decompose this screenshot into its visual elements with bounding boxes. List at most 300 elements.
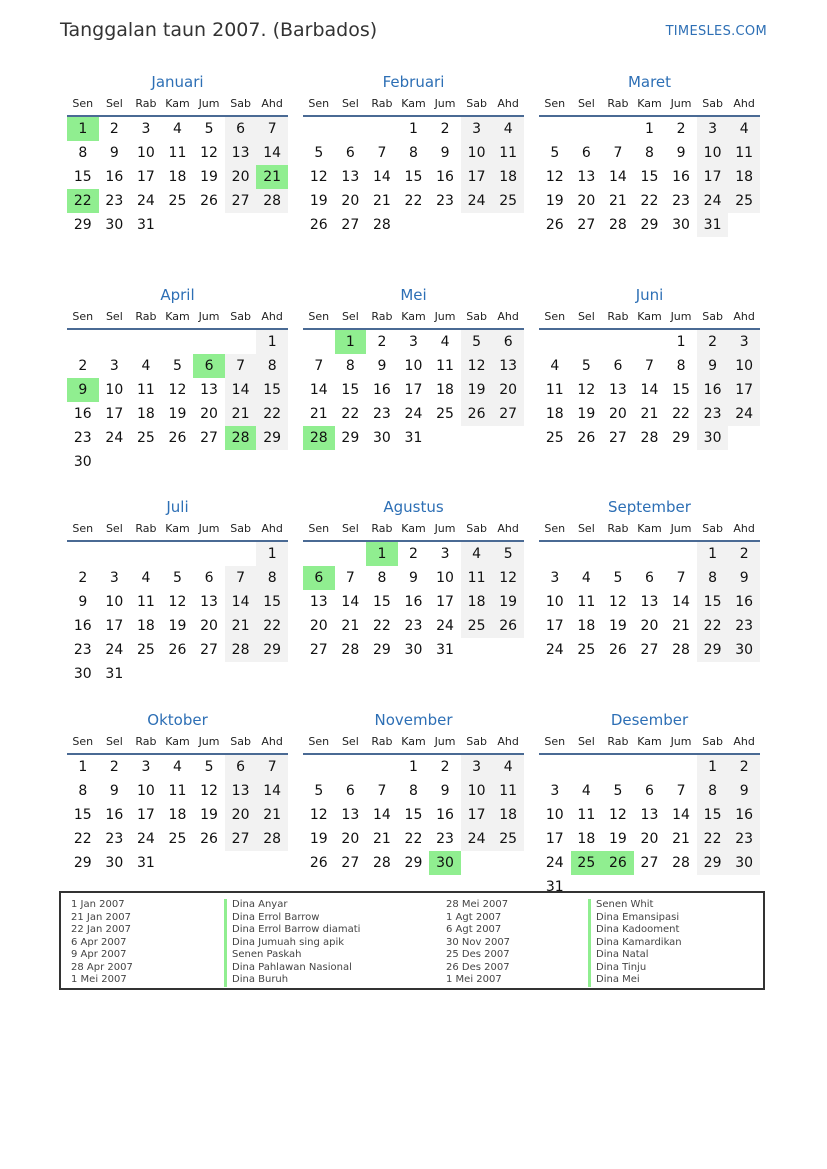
holiday-date: 28 Mei 2007: [446, 899, 509, 910]
day-cell: 31: [136, 854, 155, 871]
day-cell: 5: [173, 357, 182, 374]
day-cell: 21: [672, 830, 690, 847]
weekday-label: Sab: [702, 97, 723, 110]
day-cell: 30: [105, 217, 124, 233]
day-cell: 21: [672, 618, 690, 635]
day-cell: 1: [78, 758, 88, 775]
day-cell: 10: [105, 594, 124, 611]
empty-cell: [130, 542, 162, 566]
day-cell: 28: [341, 642, 360, 659]
day-cell: 7: [377, 782, 387, 799]
day-cell: 20: [341, 193, 360, 209]
week-row: [67, 141, 288, 165]
day-cell: 11: [168, 782, 187, 799]
day-cell: 3: [728, 330, 760, 354]
day-cell: 8: [78, 145, 88, 161]
week-row: [303, 566, 524, 590]
day-cell: 5: [613, 782, 623, 799]
day-cell: 28: [256, 189, 288, 213]
week-row: [539, 779, 760, 803]
weekday-label: Sen: [544, 97, 566, 110]
day-cell: 18: [577, 830, 596, 847]
week-row: [303, 542, 524, 566]
day-cell: 23: [728, 827, 760, 851]
day-cell: 31: [545, 878, 564, 895]
day-cell: 3: [697, 117, 729, 141]
day-cell: 1: [256, 330, 288, 354]
day-cell: 27: [200, 429, 218, 446]
day-cell: 3: [109, 570, 119, 587]
day-cell: 25: [136, 429, 155, 446]
weekday-label: Kam: [165, 734, 190, 748]
holiday-date: 1 Mei 2007: [71, 974, 127, 985]
day-cell: 30: [728, 638, 760, 662]
day-cell: 6: [204, 570, 214, 587]
day-cell: 18: [728, 165, 760, 189]
day-cell: 17: [545, 830, 564, 847]
day-cell: 8: [256, 566, 288, 590]
weekday-label: Jum: [670, 522, 692, 536]
day-cell: 25: [136, 642, 155, 659]
day-cell: 31: [136, 217, 155, 233]
day-cell: 19: [309, 193, 328, 209]
week-row: [303, 779, 524, 803]
weekday-label: Sel: [105, 97, 123, 110]
day-cell: 19: [309, 830, 328, 847]
holiday-name: Dina Tinju: [588, 962, 682, 975]
holiday-date: 28 Apr 2007: [71, 961, 133, 973]
day-cell: 1: [409, 758, 418, 775]
weekday-label: Ahd: [733, 522, 755, 536]
day-cell: 22: [672, 405, 690, 422]
weekday-label: Ahd: [261, 97, 283, 110]
day-cell: 19: [577, 405, 596, 422]
day-cell: 26: [461, 402, 493, 426]
day-cell: 19: [492, 590, 524, 614]
day-cell: 16: [73, 618, 92, 635]
week-row: [303, 803, 524, 827]
week-row: [67, 851, 288, 875]
day-cell: 8: [676, 357, 686, 374]
weekday-label: Sel: [577, 522, 595, 536]
day-cell: 28: [672, 642, 690, 659]
holiday-day-cell: 6: [303, 566, 335, 590]
weekday-label: Sen: [72, 522, 94, 536]
weekday-label: Sab: [702, 734, 723, 748]
holiday-name: Dina Mei: [588, 974, 682, 987]
day-cell: 24: [105, 642, 124, 659]
week-row: [539, 330, 760, 354]
day-cell: 29: [372, 642, 391, 659]
day-cell: 6: [581, 145, 591, 161]
day-cell: 10: [136, 145, 155, 161]
day-cell: 7: [225, 354, 257, 378]
day-cell: 27: [492, 402, 524, 426]
day-cell: 12: [608, 594, 627, 611]
holiday-date: 1 Mei 2007: [446, 974, 502, 985]
day-cell: 11: [136, 594, 155, 611]
weekday-label: Sab: [702, 522, 723, 536]
day-cell: 15: [372, 594, 391, 611]
holiday-day-cell: 1: [67, 117, 99, 141]
day-cell: 14: [309, 381, 328, 398]
week-row: [539, 566, 760, 590]
day-cell: 16: [728, 590, 760, 614]
month-calendar: [303, 72, 524, 285]
day-cell: 29: [256, 638, 288, 662]
weekday-label: Ahd: [497, 522, 519, 536]
empty-cell: [366, 755, 398, 779]
day-cell: 9: [728, 779, 760, 803]
day-cell: 11: [136, 381, 155, 398]
weekday-label: Jum: [434, 734, 456, 748]
day-cell: 10: [728, 354, 760, 378]
day-cell: 4: [461, 542, 493, 566]
weekday-label: Sen: [308, 522, 330, 536]
day-cell: 21: [608, 193, 627, 209]
day-cell: 26: [608, 642, 627, 659]
weekday-header: [67, 306, 288, 330]
day-cell: 5: [314, 145, 324, 161]
week-row: [539, 614, 760, 638]
day-cell: 2: [728, 542, 760, 566]
day-cell: 15: [697, 803, 729, 827]
weekday-label: Sab: [466, 734, 487, 748]
day-cell: 14: [640, 381, 659, 398]
week-row: [539, 117, 760, 141]
day-cell: 25: [492, 827, 524, 851]
day-cell: 2: [440, 121, 450, 137]
day-cell: 4: [550, 357, 560, 374]
weekday-label: Rab: [135, 309, 157, 323]
day-cell: 25: [577, 642, 596, 659]
day-cell: 6: [345, 145, 355, 161]
weekday-label: Sab: [230, 734, 251, 748]
holiday-date: 1 Agt 2007: [446, 911, 502, 923]
day-cell: 9: [109, 145, 119, 161]
empty-cell: [571, 330, 603, 354]
holiday-name: Dina Anyar: [224, 899, 360, 912]
day-cell: 14: [256, 141, 288, 165]
day-cell: 7: [613, 145, 623, 161]
week-row: [539, 755, 760, 779]
day-cell: 13: [341, 806, 360, 823]
empty-cell: [634, 330, 666, 354]
day-cell: 24: [697, 189, 729, 213]
day-cell: 4: [581, 782, 591, 799]
day-cell: 13: [608, 381, 627, 398]
day-cell: 18: [136, 618, 155, 635]
weekday-label: Jum: [670, 97, 692, 110]
day-cell: 3: [141, 121, 151, 137]
holiday-name: Dina Kadooment: [588, 924, 682, 937]
day-cell: 17: [697, 165, 729, 189]
week-row: [539, 189, 760, 213]
day-cell: 22: [697, 614, 729, 638]
day-cell: 25: [492, 189, 524, 213]
holiday-date: 6 Agt 2007: [446, 924, 502, 935]
month-title: Juni: [635, 285, 664, 304]
day-cell: 9: [697, 354, 729, 378]
day-cell: 15: [697, 590, 729, 614]
day-cell: 1: [645, 121, 654, 137]
week-row: [539, 803, 760, 827]
day-cell: 23: [436, 830, 454, 847]
holiday-name: Dina Buruh: [224, 974, 360, 987]
day-cell: 22: [404, 830, 423, 847]
day-cell: 11: [492, 141, 524, 165]
day-cell: 5: [461, 330, 493, 354]
weekday-label: Rab: [135, 97, 157, 110]
empty-cell: [571, 755, 603, 779]
day-cell: 27: [225, 189, 257, 213]
empty-cell: [335, 542, 367, 566]
weekday-label: Sen: [544, 309, 566, 323]
holiday-name: Senen Whit: [588, 899, 682, 912]
day-cell: 17: [136, 169, 155, 185]
day-cell: 21: [309, 405, 328, 422]
brand-link[interactable]: TIMESLES.COM: [665, 24, 767, 39]
week-row: [303, 614, 524, 638]
holiday-day-cell: 9: [67, 378, 99, 402]
week-row: [303, 638, 524, 662]
holiday-date: 22 Jan 2007: [71, 924, 131, 935]
weekday-label: Sab: [230, 97, 251, 110]
month-calendar: [67, 72, 288, 285]
day-cell: 25: [436, 405, 454, 422]
day-cell: 29: [404, 854, 423, 871]
day-cell: 24: [404, 405, 423, 422]
day-cell: 2: [409, 546, 418, 563]
day-cell: 29: [640, 217, 659, 233]
day-cell: 16: [672, 169, 690, 185]
day-cell: 1: [697, 755, 729, 779]
day-cell: 28: [672, 854, 690, 871]
page-title: Tanggalan taun 2007. (Barbados): [60, 19, 378, 41]
day-cell: 19: [200, 806, 218, 823]
empty-cell: [539, 755, 571, 779]
weekday-label: Ahd: [497, 97, 519, 110]
day-cell: 4: [141, 357, 151, 374]
day-cell: 23: [672, 193, 690, 209]
day-cell: 10: [545, 806, 564, 823]
day-cell: 17: [728, 378, 760, 402]
day-cell: 13: [492, 354, 524, 378]
empty-cell: [539, 542, 571, 566]
empty-cell: [602, 542, 634, 566]
week-row: [303, 330, 524, 354]
day-cell: 12: [200, 782, 218, 799]
weekday-label: Sen: [308, 309, 330, 323]
week-row: [539, 141, 760, 165]
week-row: [303, 755, 524, 779]
weekday-label: Ahd: [497, 309, 519, 323]
weekday-label: Sen: [544, 734, 566, 748]
day-cell: 8: [697, 566, 729, 590]
week-row: [67, 189, 288, 213]
weekday-label: Sel: [341, 522, 359, 536]
day-cell: 28: [225, 638, 257, 662]
day-cell: 19: [461, 378, 493, 402]
day-cell: 7: [345, 570, 355, 587]
week-row: [67, 402, 288, 426]
month-title: Agustus: [383, 498, 444, 517]
legend-left-dates: [71, 899, 133, 987]
day-cell: 7: [645, 357, 654, 374]
day-cell: 24: [461, 827, 493, 851]
weekday-label: Kam: [401, 734, 426, 748]
week-row: [67, 566, 288, 590]
weekday-label: Kam: [637, 734, 662, 748]
weekday-label: Sel: [341, 97, 359, 110]
day-cell: 15: [341, 381, 360, 398]
day-cell: 19: [608, 830, 627, 847]
weekday-label: Kam: [637, 309, 662, 323]
day-cell: 14: [608, 169, 627, 185]
weekday-header: [539, 93, 760, 117]
day-cell: 21: [225, 402, 257, 426]
day-cell: 20: [225, 803, 257, 827]
day-cell: 9: [78, 594, 88, 611]
day-cell: 7: [256, 755, 288, 779]
day-cell: 5: [314, 782, 324, 799]
week-row: [67, 450, 288, 474]
day-cell: 23: [436, 193, 454, 209]
week-row: [67, 638, 288, 662]
week-row: [539, 542, 760, 566]
weekday-label: Jum: [198, 97, 220, 110]
weekday-label: Ahd: [261, 522, 283, 536]
holiday-day-cell: 25: [571, 851, 603, 875]
holiday-name: Dina Jumuah sing apik: [224, 937, 360, 950]
day-cell: 27: [577, 217, 596, 233]
day-cell: 28: [640, 429, 659, 446]
day-cell: 18: [492, 165, 524, 189]
week-row: [303, 402, 524, 426]
day-cell: 20: [492, 378, 524, 402]
day-cell: 1: [697, 542, 729, 566]
day-cell: 24: [136, 193, 155, 209]
week-row: [67, 803, 288, 827]
day-cell: 12: [492, 566, 524, 590]
empty-cell: [303, 755, 335, 779]
day-cell: 13: [577, 169, 596, 185]
weekday-label: Sab: [466, 309, 487, 323]
day-cell: 7: [676, 570, 686, 587]
holiday-name: Dina Natal: [588, 949, 682, 962]
weekday-label: Sen: [308, 97, 330, 110]
day-cell: 23: [697, 402, 729, 426]
day-cell: 7: [377, 145, 387, 161]
day-cell: 25: [728, 189, 760, 213]
week-row: [539, 851, 760, 875]
day-cell: 13: [341, 169, 360, 185]
day-cell: 7: [256, 117, 288, 141]
day-cell: 23: [372, 405, 391, 422]
holiday-name: Dina Pahlawan Nasional: [224, 962, 360, 975]
holiday-date: 25 Des 2007: [446, 949, 510, 960]
day-cell: 19: [608, 618, 627, 635]
month-calendar: [67, 285, 288, 498]
day-cell: 15: [73, 806, 92, 823]
day-cell: 15: [256, 378, 288, 402]
weekday-header: [303, 306, 524, 330]
day-cell: 29: [256, 426, 288, 450]
week-row: [67, 590, 288, 614]
day-cell: 4: [440, 333, 450, 350]
weekday-label: Kam: [165, 97, 190, 110]
empty-cell: [539, 117, 571, 141]
day-cell: 25: [168, 193, 187, 209]
empty-cell: [335, 755, 367, 779]
day-cell: 16: [105, 169, 124, 185]
empty-cell: [665, 755, 697, 779]
empty-cell: [303, 117, 335, 141]
week-row: [539, 638, 760, 662]
holiday-name: Dina Emansipasi: [588, 912, 682, 925]
weekday-label: Sel: [577, 309, 595, 323]
day-cell: 17: [461, 803, 493, 827]
week-row: [67, 755, 288, 779]
empty-cell: [67, 330, 99, 354]
day-cell: 18: [461, 590, 493, 614]
day-cell: 30: [105, 854, 124, 871]
day-cell: 10: [136, 782, 155, 799]
day-cell: 3: [409, 333, 418, 350]
holiday-date: 6 Apr 2007: [71, 936, 127, 948]
day-cell: 21: [372, 830, 391, 847]
holiday-day-cell: 26: [602, 851, 634, 875]
week-row: [67, 213, 288, 237]
weekday-label: Rab: [135, 522, 157, 536]
weekday-label: Rab: [607, 97, 629, 110]
day-cell: 8: [377, 570, 387, 587]
day-cell: 15: [404, 169, 423, 185]
week-row: [303, 213, 524, 237]
day-cell: 14: [341, 594, 360, 611]
weekday-label: Sab: [230, 309, 251, 323]
day-cell: 7: [676, 782, 686, 799]
weekday-label: Sel: [341, 734, 359, 748]
day-cell: 5: [550, 145, 560, 161]
day-cell: 14: [225, 590, 257, 614]
day-cell: 26: [200, 830, 218, 847]
weekday-label: Sab: [466, 97, 487, 110]
day-cell: 7: [314, 357, 324, 374]
month-calendar: [539, 285, 760, 498]
month-title: September: [608, 498, 691, 517]
week-row: [539, 354, 760, 378]
day-cell: 18: [545, 405, 564, 422]
day-cell: 15: [404, 806, 423, 823]
empty-cell: [193, 542, 225, 566]
day-cell: 9: [676, 145, 686, 161]
day-cell: 10: [105, 381, 124, 398]
day-cell: 30: [728, 851, 760, 875]
day-cell: 27: [608, 429, 627, 446]
day-cell: 12: [200, 145, 218, 161]
day-cell: 15: [672, 381, 690, 398]
empty-cell: [602, 755, 634, 779]
holiday-day-cell: 1: [366, 542, 398, 566]
day-cell: 22: [256, 402, 288, 426]
day-cell: 26: [168, 429, 187, 446]
week-row: [303, 354, 524, 378]
day-cell: 22: [372, 618, 391, 635]
weekday-label: Rab: [371, 522, 393, 536]
empty-cell: [162, 330, 194, 354]
day-cell: 17: [404, 381, 423, 398]
